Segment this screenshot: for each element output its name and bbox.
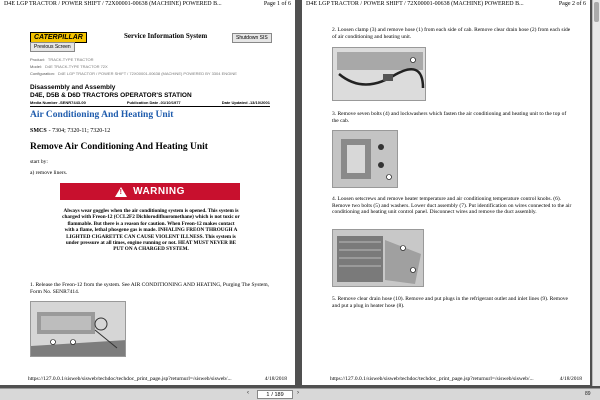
prev-page-icon[interactable]: ‹ xyxy=(247,390,249,396)
step-4-text: 4. Loosen setscrews and remove heater temperature and air conditioning temperature control knobs. (6). Remove two bolts (5) and washers. Lower duct assembly (7). Put identification on wires connected to the air conditioning and heating unit control panel. Disconnect wires and remove the duct assembly. xyxy=(332,196,572,216)
scrollbar-thumb[interactable] xyxy=(594,2,599,22)
header-page-number: Page 1 of 6 xyxy=(263,1,291,7)
caterpillar-logo: CATERPILLAR xyxy=(30,32,87,43)
header-title: D4E LGP TRACTOR / POWER SHIFT / 72X00001-00638 (MACHINE) POWERED B... xyxy=(306,1,524,7)
footer-date: 4/18/2018 xyxy=(559,376,582,382)
step-1-photo xyxy=(30,301,126,357)
sis-title: Service Information System xyxy=(124,32,208,40)
shutdown-sis-button[interactable]: Shutdown SIS xyxy=(232,33,272,43)
page-footer xyxy=(330,376,582,382)
page-footer xyxy=(28,376,287,382)
document-page-2 xyxy=(302,0,590,385)
page-number-field[interactable] xyxy=(257,390,293,399)
warning-banner xyxy=(60,183,240,200)
viewer-toolbar xyxy=(0,388,600,400)
document-page-1 xyxy=(0,0,295,385)
warning-triangle-icon: ! xyxy=(115,187,127,197)
step-5-text: 5. Remove clear drain hose (10). Remove and put plugs in the refrigerant outlet and inlet lines (9). Remove and put a plug in heater hose (8). xyxy=(332,296,568,309)
warning-text: Always wear goggles when the air conditioning system is opened. This system is charged with Freon-12 (CCL2F2 Dichlorodifluoromethane) which is not toxic or flammable. But there is a reason for caution. When Freon-12 makes contact with a flame, lethal phosgene gas is made. INHALING FREON THROUGH A LIGHTED CIGARETTE CAN CAUSE VIOLENT ILLNESS. This system is under pressure at all times, engine running or not. HEAT MUST NEVER BE PUT ON A CHARGED SYSTEM. xyxy=(62,208,240,253)
smcs-codes: SMCS - 7304; 7320-11; 7320-12 xyxy=(30,128,111,134)
start-by-label: start by: xyxy=(30,159,48,165)
step-2-text: 2. Loosen clamp (3) and remove hose (1) from each side of cab. Remove clear drain hose (2) from each side of air conditioning and heating unit. xyxy=(332,27,571,40)
procedure-title: Remove Air Conditioning And Heating Unit xyxy=(30,142,208,152)
step-4-photo xyxy=(332,229,424,287)
footer-url: https://127.0.0.1/sisweb/sisweb/techdoc/techdoc_print_page.jsp?returnurl=/sisweb/sisweb/... xyxy=(330,376,534,382)
publication-date: Publication Date -01/10/1977 xyxy=(126,100,181,105)
current-page: 1 xyxy=(266,391,270,398)
page-total: / 189 xyxy=(271,391,284,398)
header-title: D4E LGP TRACTOR / POWER SHIFT / 72X00001-00638 (MACHINE) POWERED B... xyxy=(4,1,222,7)
meta-configuration: Configuration: D4E LGP TRACTOR / POWER SHIFT / 72X00001-00638 (MACHINE) POWERED BY 3304 ENGINE xyxy=(30,71,237,76)
header-page-number: Page 2 of 6 xyxy=(558,1,586,7)
start-by-step: a) remove liners. xyxy=(30,170,68,176)
previous-screen-button[interactable]: Previous Screen xyxy=(30,42,75,52)
media-number: Media Number -SENR7443-00 xyxy=(30,100,86,105)
page-header xyxy=(4,1,291,7)
date-updated: Date Updated -13/10/2001 xyxy=(221,100,270,105)
next-page-icon[interactable]: › xyxy=(297,390,299,396)
footer-url: https://127.0.0.1/sisweb/sisweb/techdoc/techdoc_print_page.jsp?returnurl=/sisweb/sisweb/... xyxy=(28,376,232,382)
section-subtitle: D4E, D5B & D6D TRACTORS OPERATOR'S STATION xyxy=(30,92,192,99)
step-1-text: 1. Release the Freon-12 from the system. See AIR CONDITIONING AND HEATING, Purging The System, Form No. SENR7414. xyxy=(30,282,270,295)
divider xyxy=(30,106,270,107)
media-info-row xyxy=(30,100,270,105)
page-title: Air Conditioning And Heating Unit xyxy=(30,110,174,120)
footer-date: 4/18/2018 xyxy=(264,376,287,382)
step-3-photo xyxy=(332,130,398,188)
section-title: Disassembly and Assembly xyxy=(30,84,116,91)
zoom-level[interactable]: 89 xyxy=(585,391,591,397)
step-2-photo xyxy=(332,47,426,101)
step-3-text: 3. Remove seven bolts (4) and lockwashers which fasten the air conditioning and heating unit to the top of the cab. xyxy=(332,111,567,124)
meta-product: Product: TRACK-TYPE TRACTOR xyxy=(30,57,94,62)
warning-label: WARNING xyxy=(133,186,185,197)
meta-model: Model: D4E TRACK-TYPE TRACTOR 72X xyxy=(30,64,108,69)
page-header xyxy=(306,1,586,7)
vertical-scrollbar[interactable] xyxy=(592,0,600,386)
